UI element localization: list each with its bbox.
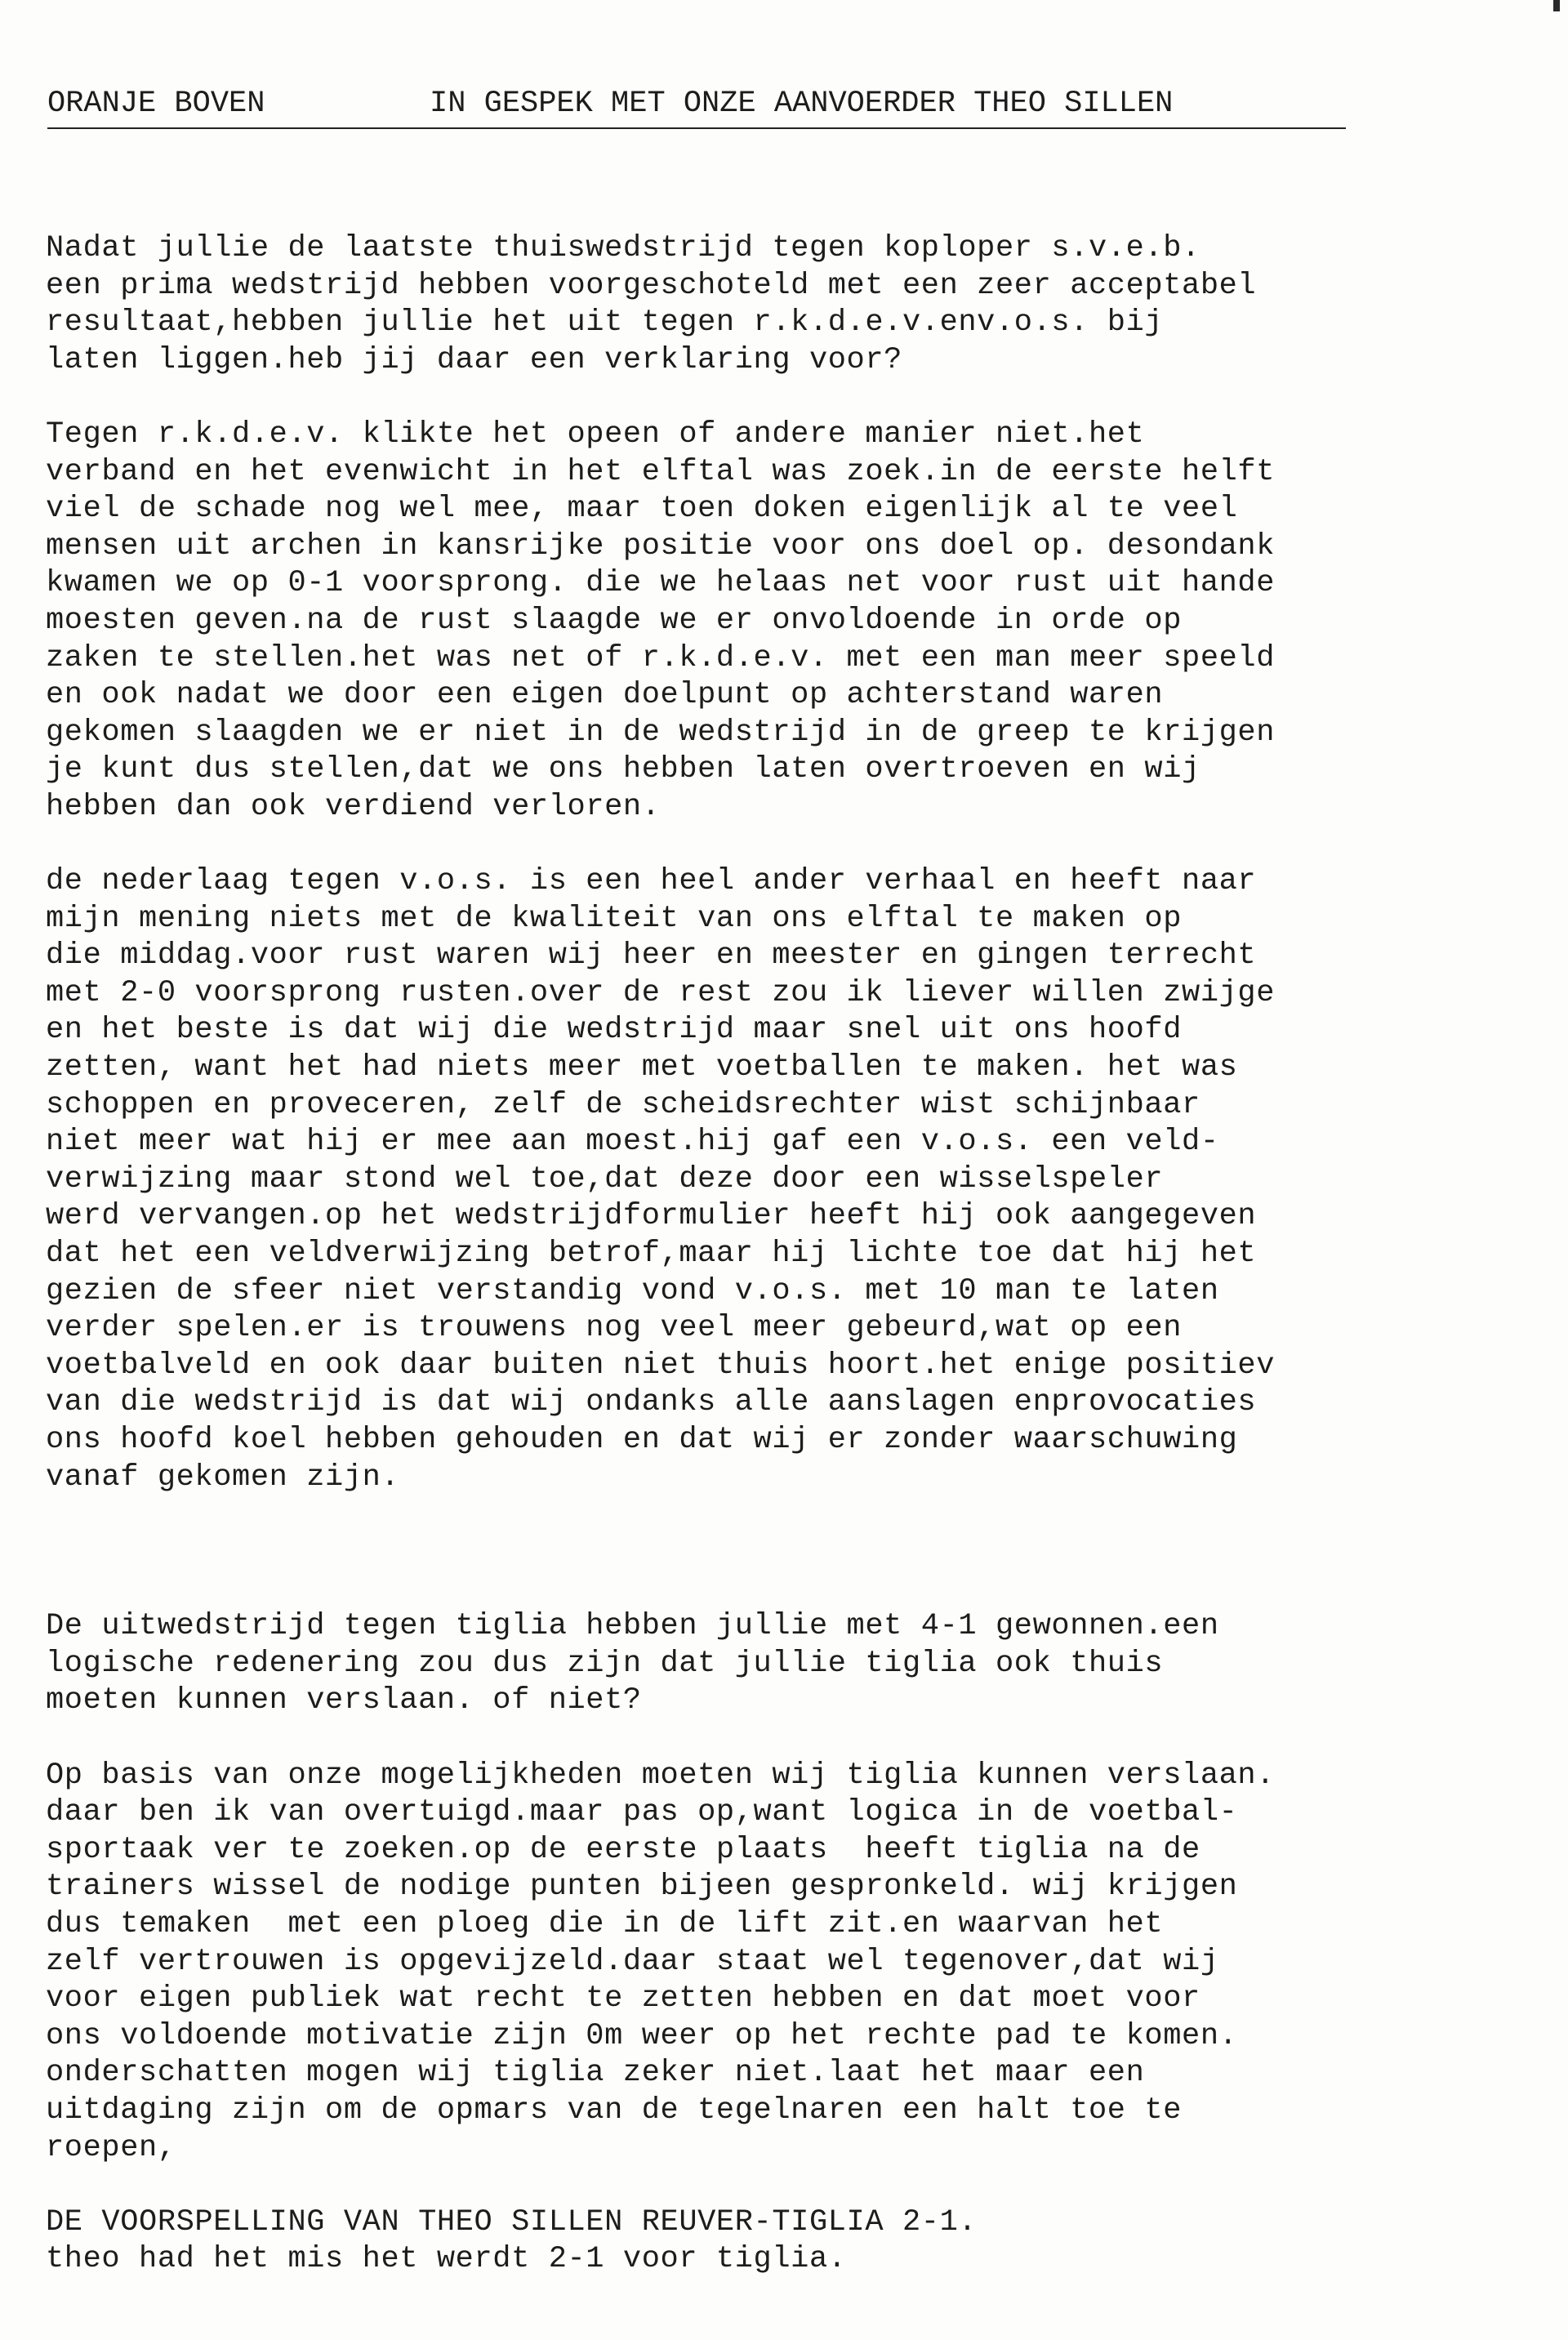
text-line: sportaak ver te zoeken.op de eerste plaats heeft tiglia na de [46,1832,1200,1867]
answer-2 [46,1758,1516,2168]
question-1 [46,230,1516,379]
text-line: een prima wedstrijd hebben voorgeschoteld met een zeer acceptabel [46,268,1257,303]
text-line: laten liggen.heb jij daar een verklaring voor? [46,342,902,377]
paragraph-gap [46,1720,1516,1758]
text-line: en het beste is dat wij die wedstrijd maar snel uit ons hoofd [46,1013,1183,1048]
text-line: uitdaging zijn om de opmars van de tegelnaren een halt toe te [46,2093,1183,2128]
text-line: zetten, want het had niets meer met voetballen te maken. het was [46,1050,1238,1085]
text-line: zaken te stellen.het was net of r.k.d.e.v. met een man meer speeld [46,640,1276,675]
text-line: resultaat,hebben jullie het uit tegen r.k.d.e.v.env.o.s. bij [46,305,1164,341]
answer-1b [46,863,1516,1496]
text-line: de nederlaag tegen v.o.s. is een heel ander verhaal en heeft naar [46,864,1257,899]
text-line: gezien de sfeer niet verstandig vond v.o.s. met 10 man te laten [46,1273,1219,1308]
text-line: DE VOORSPELLING VAN THEO SILLEN REUVER-TIGLIA 2-1. [46,2204,978,2240]
text-line: van die wedstrijd is dat wij ondanks alle aanslagen enprovocaties [46,1385,1257,1420]
text-line: niet meer wat hij er mee aan moest.hij gaf een v.o.s. een veld- [46,1125,1219,1160]
text-line: mensen uit archen in kansrijke positie voor ons doel op. desondank [46,528,1276,564]
text-line: verder spelen.er is trouwens nog veel meer gebeurd,wat op een [46,1311,1183,1346]
text-line: met 2-0 voorsprong rusten.over de rest zou ik liever willen zwijge [46,975,1276,1010]
text-line: werd vervangen.op het wedstrijdformulier heeft hij ook aangegeven [46,1199,1257,1234]
text-line: dus temaken met een ploeg die in de lift zit.en waarvan het [46,1906,1164,1941]
text-line: moeten kunnen verslaan. of niet? [46,1683,642,1718]
text-line: De uitwedstrijd tegen tiglia hebben jullie met 4-1 gewonnen.een [46,1609,1219,1644]
text-line: ons hoofd koel hebben gehouden en dat wij er zonder waarschuwing [46,1423,1238,1457]
text-line: mijn mening niets met de kwaliteit van ons elftal te maken op [46,901,1183,936]
text-line: kwamen we op 0-1 voorsprong. die we helaas net voor rust uit hande [46,566,1276,601]
header-section-title: ORANJE BOVEN [47,87,265,121]
text-line: viel de schade nog wel mee, maar toen doken eigenlijk al te veel [46,492,1238,527]
text-line: daar ben ik van overtuigd.maar pas op,want logica in de voetbal- [46,1795,1238,1830]
text-line: schoppen en proveceren, zelf de scheidsrechter wist schijnbaar [46,1087,1200,1122]
text-line: Nadat jullie de laatste thuiswedstrijd tegen koploper s.v.e.b. [46,231,1200,265]
text-line: verwijzing maar stond wel toe,dat deze door een wisselspeler [46,1161,1164,1197]
text-line: dat het een veldverwijzing betrof,maar hij lichte toe dat hij het [46,1237,1257,1272]
section-gap [46,1496,1516,1608]
text-line: onderschatten mogen wij tiglia zeker niet.laat het maar een [46,2056,1145,2091]
paragraph-gap [46,827,1516,864]
text-line: Op basis van onze mogelijkheden moeten wij tiglia kunnen verslaan. [46,1758,1276,1793]
article-body [46,230,1516,2279]
text-line: roepen, [46,2130,176,2165]
text-line: logische redenering zou dus zijn dat jullie tiglia ook thuis [46,1646,1164,1681]
paragraph-gap [46,379,1516,417]
text-line: trainers wissel de nodige punten bijeen gespronkeld. wij krijgen [46,1870,1238,1905]
header-article-title: IN GESPEK MET ONZE AANVOERDER THEO SILLEN [430,87,1174,121]
question-2 [46,1608,1516,1720]
text-line: hebben dan ook verdiend verloren. [46,789,661,824]
paragraph-gap [46,2167,1516,2204]
answer-1a [46,417,1516,827]
text-line: theo had het mis het werdt 2-1 voor tiglia. [46,2242,847,2277]
text-line: voor eigen publiek wat recht te zetten hebben en dat moet voor [46,1981,1200,2017]
scan-edge-mark [1553,0,1560,11]
text-line: ons voldoende motivatie zijn 0m weer op het rechte pad te komen. [46,2018,1238,2053]
text-line: moesten geven.na de rust slaagde we er onvoldoende in orde op [46,603,1183,638]
text-line: zelf vertrouwen is opgevijzeld.daar staat wel tegenover,dat wij [46,1944,1219,1979]
page-header [47,80,1346,129]
text-line: voetbalveld en ook daar buiten niet thuis hoort.het enige positiev [46,1348,1276,1383]
text-line: gekomen slaagden we er niet in de wedstrijd in de greep te krijgen [46,715,1276,750]
text-line: vanaf gekomen zijn. [46,1460,400,1495]
text-line: je kunt dus stellen,dat we ons hebben laten overtroeven en wij [46,752,1200,787]
text-line: en ook nadat we door een eigen doelpunt op achterstand waren [46,678,1164,713]
text-line: Tegen r.k.d.e.v. klikte het opeen of andere manier niet.het [46,417,1145,452]
text-line: die middag.voor rust waren wij heer en meester en gingen terrecht [46,938,1257,974]
prediction [46,2204,1516,2279]
text-line: verband en het evenwicht in het elftal was zoek.in de eerste helft [46,454,1276,489]
